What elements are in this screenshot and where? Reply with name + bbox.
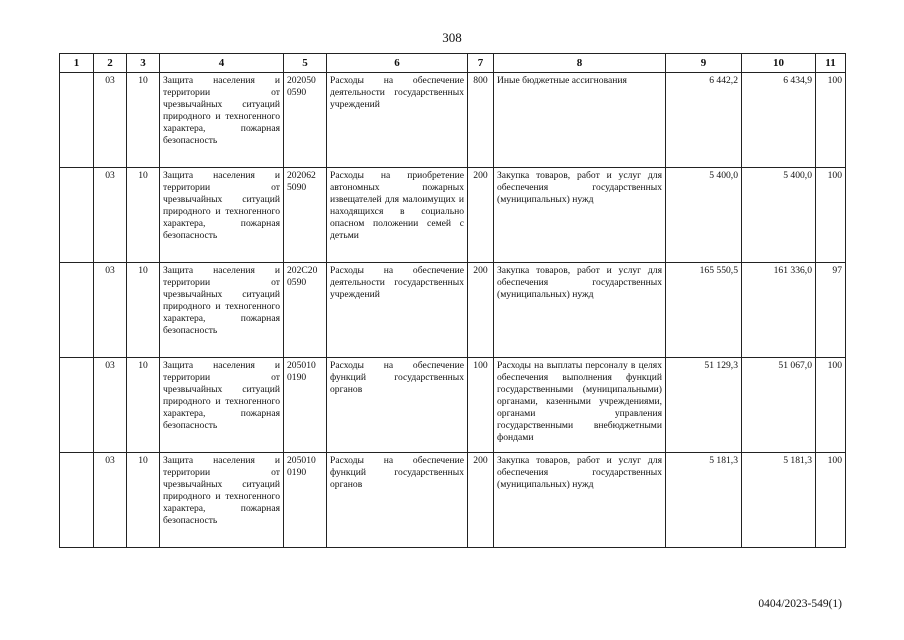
cell-target-code: 205010 0190: [284, 358, 327, 453]
cell-actual-amount: 5 400,0: [742, 168, 816, 263]
cell-col1: [60, 73, 94, 168]
cell-expense-name: Закупка товаров, работ и услуг для обеспечения государственных (муниципальных) нужд: [494, 168, 666, 263]
cell-target-name: Расходы на обеспечение функций государственных органов: [327, 358, 468, 453]
header-row: [60, 54, 846, 73]
cell-expense-name: Расходы на выплаты персоналу в целях обеспечения выполнения функций государственными (муниципальными) органами, казенными учреждениями, органами управления государственными внебюджетными фондами: [494, 358, 666, 453]
cell-planned-amount: 6 442,2: [666, 73, 742, 168]
cell-section: 03: [94, 263, 127, 358]
cell-subsection: 10: [127, 263, 160, 358]
header-cell: 2: [94, 54, 127, 73]
cell-subsection: 10: [127, 168, 160, 263]
cell-section-name: Защита населения и территории от чрезвычайных ситуаций природного и техногенного характера, пожарная безопасность: [160, 168, 284, 263]
cell-expense-type: 200: [468, 168, 494, 263]
header-cell: 8: [494, 54, 666, 73]
header-cell: 4: [160, 54, 284, 73]
cell-target-code: 202050 0590: [284, 73, 327, 168]
cell-expense-type: 200: [468, 453, 494, 548]
cell-section: 03: [94, 358, 127, 453]
cell-section-name: Защита населения и территории от чрезвычайных ситуаций природного и техногенного характера, пожарная безопасность: [160, 263, 284, 358]
cell-percent: 100: [816, 168, 846, 263]
cell-subsection: 10: [127, 453, 160, 548]
cell-target-name: Расходы на обеспечение деятельности государственных учреждений: [327, 263, 468, 358]
cell-percent: 97: [816, 263, 846, 358]
cell-planned-amount: 51 129,3: [666, 358, 742, 453]
header-cell: 3: [127, 54, 160, 73]
cell-subsection: 10: [127, 358, 160, 453]
cell-percent: 100: [816, 73, 846, 168]
header-cell: 6: [327, 54, 468, 73]
cell-section: 03: [94, 73, 127, 168]
cell-col1: [60, 358, 94, 453]
cell-subsection: 10: [127, 73, 160, 168]
cell-target-name: Расходы на приобретение автономных пожарных извещателей для малоимущих и находящихся в социально опасном положении семей с детьми: [327, 168, 468, 263]
cell-target-name: Расходы на обеспечение деятельности государственных учреждений: [327, 73, 468, 168]
cell-expense-name: Иные бюджетные ассигнования: [494, 73, 666, 168]
cell-actual-amount: 5 181,3: [742, 453, 816, 548]
header-cell: 1: [60, 54, 94, 73]
cell-section-name: Защита населения и территории от чрезвычайных ситуаций природного и техногенного характера, пожарная безопасность: [160, 453, 284, 548]
header-cell: 10: [742, 54, 816, 73]
cell-section-name: Защита населения и территории от чрезвычайных ситуаций природного и техногенного характера, пожарная безопасность: [160, 358, 284, 453]
table-row: [60, 358, 846, 453]
header-cell: 5: [284, 54, 327, 73]
table-row: [60, 73, 846, 168]
cell-col1: [60, 453, 94, 548]
header-cell: 11: [816, 54, 846, 73]
cell-planned-amount: 5 400,0: [666, 168, 742, 263]
table-row: [60, 168, 846, 263]
cell-actual-amount: 51 067,0: [742, 358, 816, 453]
cell-actual-amount: 161 336,0: [742, 263, 816, 358]
cell-actual-amount: 6 434,9: [742, 73, 816, 168]
cell-percent: 100: [816, 358, 846, 453]
cell-expense-name: Закупка товаров, работ и услуг для обеспечения государственных (муниципальных) нужд: [494, 453, 666, 548]
header-cell: 7: [468, 54, 494, 73]
cell-target-code: 205010 0190: [284, 453, 327, 548]
budget-table: [59, 53, 846, 548]
cell-expense-type: 200: [468, 263, 494, 358]
cell-section-name: Защита населения и территории от чрезвычайных ситуаций природного и техногенного характера, пожарная безопасность: [160, 73, 284, 168]
cell-expense-type: 800: [468, 73, 494, 168]
cell-section: 03: [94, 168, 127, 263]
cell-col1: [60, 168, 94, 263]
cell-planned-amount: 165 550,5: [666, 263, 742, 358]
cell-col1: [60, 263, 94, 358]
header-cell: 9: [666, 54, 742, 73]
page-number: 308: [442, 30, 462, 45]
cell-expense-type: 100: [468, 358, 494, 453]
document-id: 0404/2023-549(1): [758, 598, 842, 610]
cell-percent: 100: [816, 453, 846, 548]
cell-target-name: Расходы на обеспечение функций государственных органов: [327, 453, 468, 548]
cell-expense-name: Закупка товаров, работ и услуг для обеспечения государственных (муниципальных) нужд: [494, 263, 666, 358]
table-row: [60, 263, 846, 358]
table-row: [60, 453, 846, 548]
cell-target-code: 202С20 0590: [284, 263, 327, 358]
cell-target-code: 202062 5090: [284, 168, 327, 263]
cell-planned-amount: 5 181,3: [666, 453, 742, 548]
cell-section: 03: [94, 453, 127, 548]
